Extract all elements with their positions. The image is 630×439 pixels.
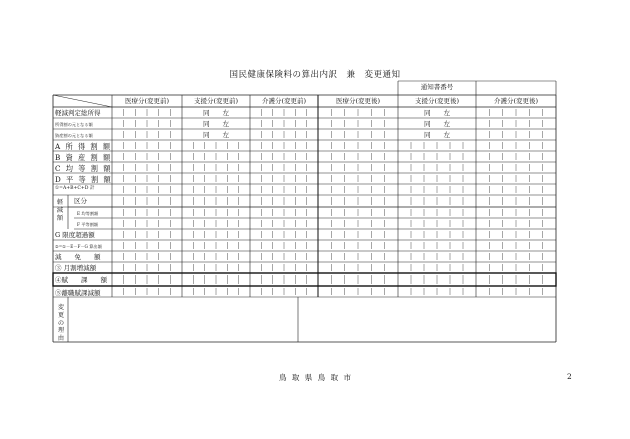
row-label-income-total: 軽減判定総所得 bbox=[55, 109, 101, 117]
row-label-g-limit: G 限度超過額 bbox=[55, 231, 95, 239]
row-label-calculated: ②=①－E－F－G 算出額 bbox=[55, 244, 102, 249]
col-header-support-after: 支援分(変更後) bbox=[414, 97, 460, 105]
bold-row-frame bbox=[53, 273, 556, 286]
row-label-a-income: A 所 得 割 額 bbox=[55, 142, 112, 151]
same-as-left-2: 同 左 bbox=[203, 120, 229, 128]
col-header-care-after: 介護分(変更後) bbox=[493, 97, 539, 105]
row-label-income-base: 所得割の元となる額 bbox=[55, 122, 93, 127]
row-label-assessed: ④賦 課 額 bbox=[55, 276, 107, 284]
row-label-c-equal: C 均 等 割 額 bbox=[55, 164, 112, 173]
page-number: 2 bbox=[567, 372, 572, 381]
row-label-f-flat: F 平等割額 bbox=[77, 222, 98, 227]
grid-line-28 bbox=[53, 95, 112, 107]
notice-number-label: 通知書番号 bbox=[420, 83, 454, 91]
same-as-left-5: 同 左 bbox=[424, 120, 450, 128]
col-header-care-before: 介護分(変更前) bbox=[261, 97, 307, 105]
same-as-left-3: 同 左 bbox=[203, 131, 229, 139]
same-as-left-6: 同 左 bbox=[424, 131, 450, 139]
row-label-reduction-class: 区分 bbox=[74, 197, 87, 205]
col-header-medical-after: 医療分(変更後) bbox=[335, 97, 381, 105]
same-as-left-1: 同 左 bbox=[203, 109, 229, 117]
reason-label: 変更の理由 bbox=[57, 304, 65, 342]
row-label-asset-base: 資産割の元となる額 bbox=[55, 133, 93, 138]
row-label-monthly: ③ 月割増減額 bbox=[55, 264, 97, 272]
row-label-d-flat: D 平 等 割 額 bbox=[55, 175, 113, 184]
row-label-exemption: 減 免 額 bbox=[55, 253, 101, 261]
footer-city: 鳥 取 県 鳥 取 市 bbox=[279, 373, 351, 382]
col-header-support-before: 支援分(変更前) bbox=[193, 97, 239, 105]
row-label-subtotal: ①=A+B+C+D 計 bbox=[55, 186, 95, 191]
row-label-b-asset: B 資 産 割 額 bbox=[55, 153, 112, 162]
row-label-separation: ⑤離職賦課減額 bbox=[55, 289, 101, 297]
same-as-left-4: 同 左 bbox=[424, 109, 450, 117]
document-title: 国民健康保険料の算出内訳 兼 変更通知 bbox=[229, 70, 401, 80]
col-header-medical-before: 医療分(変更前) bbox=[124, 97, 170, 105]
row-label-e-equal: E 均等割額 bbox=[77, 211, 99, 216]
reduction-group-label: 軽減額 bbox=[56, 199, 64, 222]
